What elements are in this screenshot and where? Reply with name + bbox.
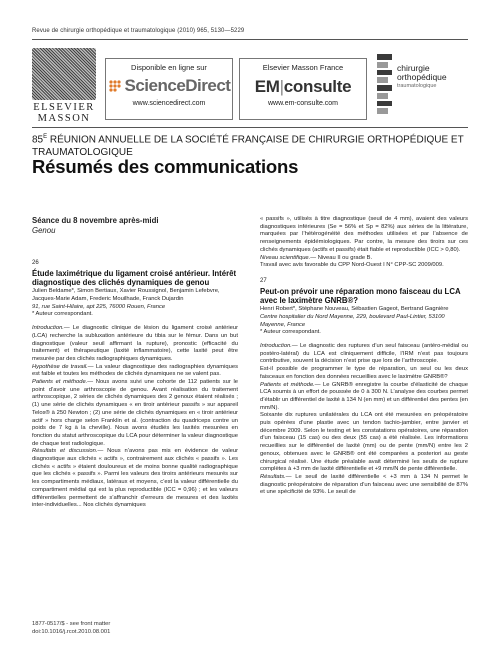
abstract-26-number: 26 <box>32 260 39 266</box>
right-column <box>260 216 468 497</box>
emconsulte-logo <box>240 77 366 97</box>
abstract-27-patients-2: Soixante dix ruptures unilatérales du LCA ont été mesurées en préopératoire puis opérées d’une plastie avec un tendon tachio-jambier, entre janvier et décembre 2009. Selon le testing et les constatations opératoires, une réparation d’un faisceau (15 cas) ou des deux (55 cas) a été réalisée. Les informations recueillies sur le différentiel de laxité (mm) ou de pente (mm/N) entre les 2 genoux, obtenues avec le GNRB® ont été comparées a posteriori au geste chirurgical réalisé. Une étude préalable avait déterminé les seuils de rupture complètes à +3 mm de laxité différentielle et +9 mm/N de pente différentielle. <box>260 412 468 473</box>
congress-text: RÉUNION ANNUELLE DE LA SOCIÉTÉ FRANÇAISE DE CHIRURGIE ORTHOPÉDIQUE ET TRAUMATOLOGIQUE <box>32 134 464 158</box>
header-rule-top <box>32 39 468 40</box>
sd-url[interactable]: www.sciencedirect.com <box>132 100 206 107</box>
abstract-26-authors: Julien Beldame*, Simon Bertiaux, Xavier Roussignol, Benjamin Lefebvre, Jacques-Marie Adam, Frederic Mouilhade, Franck Dujardin <box>32 288 220 302</box>
pat27-label: Patients et méthode. <box>260 381 315 388</box>
res27-label: Résultats. <box>260 473 286 480</box>
pat-text: — Nous avons suivi une cohorte de 112 patients sur le point d’avoir une arthroscopie de genou. Avant réalisation du traitement arthroscopique, 2 séries de clichés dynamiques des 2 genoux étaient réalisés ; (1) une série de clichés dynamiques « en tiroir antérieur passifs » sur appareil Telos® à 250 Newton ; (2) une série de clichés dynamiques en « tiroir antérieur actif » hors charge selon Franklin et al. (contraction du quadriceps contre un poids de 7 kg à la cheville). Nous avons étudiés les laxités mesurées en fonction du statut arthroscopique du LCA pour déterminer la valeur diagnostique de chaque test radiologique. <box>32 379 238 447</box>
session-title: Séance du 8 novembre après-midi <box>32 216 159 225</box>
em-logo-b: consulte <box>283 77 352 96</box>
abstract-26-introduction <box>32 325 238 364</box>
res-text: — Nous n’avons pas mis en évidence de valeur diagnostique aux clichés « actifs », contrairement aux clichés « passifs ». Les clichés « actifs » étaient douloureux et de moins bonne qualité radiographique que les clichés « passifs ». Parmi les valeurs des tiroirs antérieurs mesurés sur les compartiments médiaux, latéraux et moyens, c’est la valeur différentielle du compartiment médial qui est la plus reproductible (ICC = 0,96) ; et les valeurs différentielles permettent de s’affranchir d’erreurs de mesures et des laxités inter-individuelles... Nos clichés dynamiques <box>32 448 238 509</box>
abstract-26-results <box>32 448 238 510</box>
congress-number: 85 <box>32 134 44 146</box>
abstract-27-affiliation: Centre hospitalier du Nord Mayenne, 229, boulevard Paul-Lintier, 53100 Mayenne, France <box>260 313 445 328</box>
elsevier-logo <box>32 48 96 124</box>
sciencedirect-box <box>105 58 233 120</box>
sciencedirect-dots-icon <box>108 79 122 93</box>
abstract-26-corresponding: * Auteur correspondant. <box>32 311 93 318</box>
rcot-bars-icon <box>377 54 392 114</box>
em-logo-a: EM <box>254 77 280 96</box>
em-title: Elsevier Masson France <box>262 63 344 72</box>
sd-available-text: Disponible en ligne sur <box>131 63 207 72</box>
hyp-label: Hypothèse de travail. <box>32 363 88 370</box>
res27-text: — Le seuil de laxité différentielle < +3 mm à 134 N permet le diagnostic préopératoire de réparation d’un faisceau avec une sensibilité de 87% et une spécificité de 93%. Le seuil de <box>260 473 468 496</box>
abstract-27-aim: Est-il possible de programmer le type de réparation, un seul ou les deux faisceaux en fonction des données recueillies avec le laximètre GNRB®? <box>260 366 468 380</box>
journal-citation: Revue de chirurgie orthopédique et traumatologique (2010) 965, 5130—5229 <box>32 28 245 34</box>
footer-doi[interactable]: doi:10.1016/j.rcot.2010.08.001 <box>32 628 111 635</box>
abstract-26-patients <box>32 379 238 448</box>
footer <box>32 621 110 636</box>
intro27-text: — Le diagnostic des ruptures d’un seul faisceau (antéro-médial ou postéro-latéral) du LCA est cliniquement difficile, l’IRM n’est pas toujours contributive, souvent la décision n’est prise que lors de l’arthroscopie. <box>260 343 468 365</box>
header-rule-bottom <box>32 127 468 128</box>
em-logo-bar: | <box>279 77 284 96</box>
abstract-27-corresponding: * Auteur correspondant. <box>260 329 321 336</box>
elsevier-wordmark: ELSEVIER MASSON <box>33 102 95 124</box>
res-label: Résultats et discussion. <box>32 448 98 455</box>
abstract-27-patients <box>260 382 468 413</box>
pat-label: Patients et méthode. <box>32 379 88 386</box>
sciencedirect-logo <box>106 76 232 96</box>
pat27-text: — Le GNRB® enregistre la courbe d’élasticité de chaque LCA soumis à un effort de poussée de 0 à 300 N. L’analyse des courbes permet d’établir un différentiel de laxité à 134 N (en mm) et un différentiel des pentes (en mm/N). <box>260 381 468 411</box>
intro-label: Introduction. <box>32 325 64 332</box>
sd-name: ScienceDirect <box>124 76 231 95</box>
level-text: — Niveau II ou grade B. <box>310 254 373 261</box>
left-column <box>32 216 238 510</box>
intro27-label: Introduction. <box>260 343 292 350</box>
rcot-line2: orthopédique <box>397 72 447 82</box>
abstract-26-title: Étude laximétrique du ligament croisé antérieur. Intérêt diagnostique des clichés dynamiques de genou <box>32 268 237 287</box>
intro-text: — Le diagnostic clinique de lésion du ligament croisé antérieur (LCA) recherche la subluxation antérieure du tibia sur le fémur. Dans un but diagnostique (valeur seuil affirmant la rupture), pronostic (efficacité du traitement) et thérapeutique (laxité inflammatoire), cette laxité peut être mesurée par des clichés radiographiques dynamiques. <box>32 325 238 362</box>
level-label: Niveau scientifique. <box>260 254 311 261</box>
elsevier-tree-icon <box>32 48 96 100</box>
abstract-26-affiliation: 91, rue Saint-Hilaire, apt 225, 76000 Rouen, France <box>32 303 166 310</box>
abstract-26-continued: « passifs », utilisés à titre diagnostique (seuil de 4 mm), avaient des valeurs diagnostiques inférieures (Se = 56% et Sp = 82%) aux séries de la littérature, marquées par l’hétérogénéité des méthodes utilisées et par l’absence de renseignements épidémiologiques. Par contre, la mesure des tiroirs sur ces clichés dynamiques (actifs et passifs) était fiable et reproductible (ICC > 0,80). <box>260 216 468 253</box>
rcot-line1: chirurgie <box>397 63 430 73</box>
abstract-26-funding: Travail avec avis favorable du CPP Nord-Ouest I N° CPP-SC 2009/009. <box>260 262 444 269</box>
abstract-27-introduction <box>260 343 468 366</box>
session-place: Genou <box>32 226 56 235</box>
footer-issn: 1877-0517/$ - see front matter <box>32 621 111 627</box>
rcot-logo <box>377 52 469 126</box>
page-title: Résumés des communications <box>32 156 299 177</box>
abstract-27-number: 27 <box>260 277 267 284</box>
abstract-26-hypothesis <box>32 364 238 379</box>
abstract-27-results <box>260 474 468 497</box>
em-url[interactable]: www.em-consulte.com <box>267 100 339 107</box>
abstract-27-authors: Henri Robert*, Stéphane Nouveau, Sébastien Gageot, Bertrand Gagnière <box>260 306 449 313</box>
abstract-27-title: Peut-on prévoir une réparation mono faisceau du LCA avec le laximètre GNRB®? <box>260 286 461 305</box>
hyp-text: — La valeur diagnostique des radiographies dynamiques est faible et toutes les méthodes de clichés dynamiques ne se valent pas. <box>32 363 238 378</box>
abstract-26-level <box>260 255 468 263</box>
rcot-wordmark <box>397 64 447 126</box>
congress-sup: E <box>43 134 48 140</box>
rcot-line3: traumatologique <box>397 83 437 89</box>
emconsulte-box <box>239 58 367 120</box>
